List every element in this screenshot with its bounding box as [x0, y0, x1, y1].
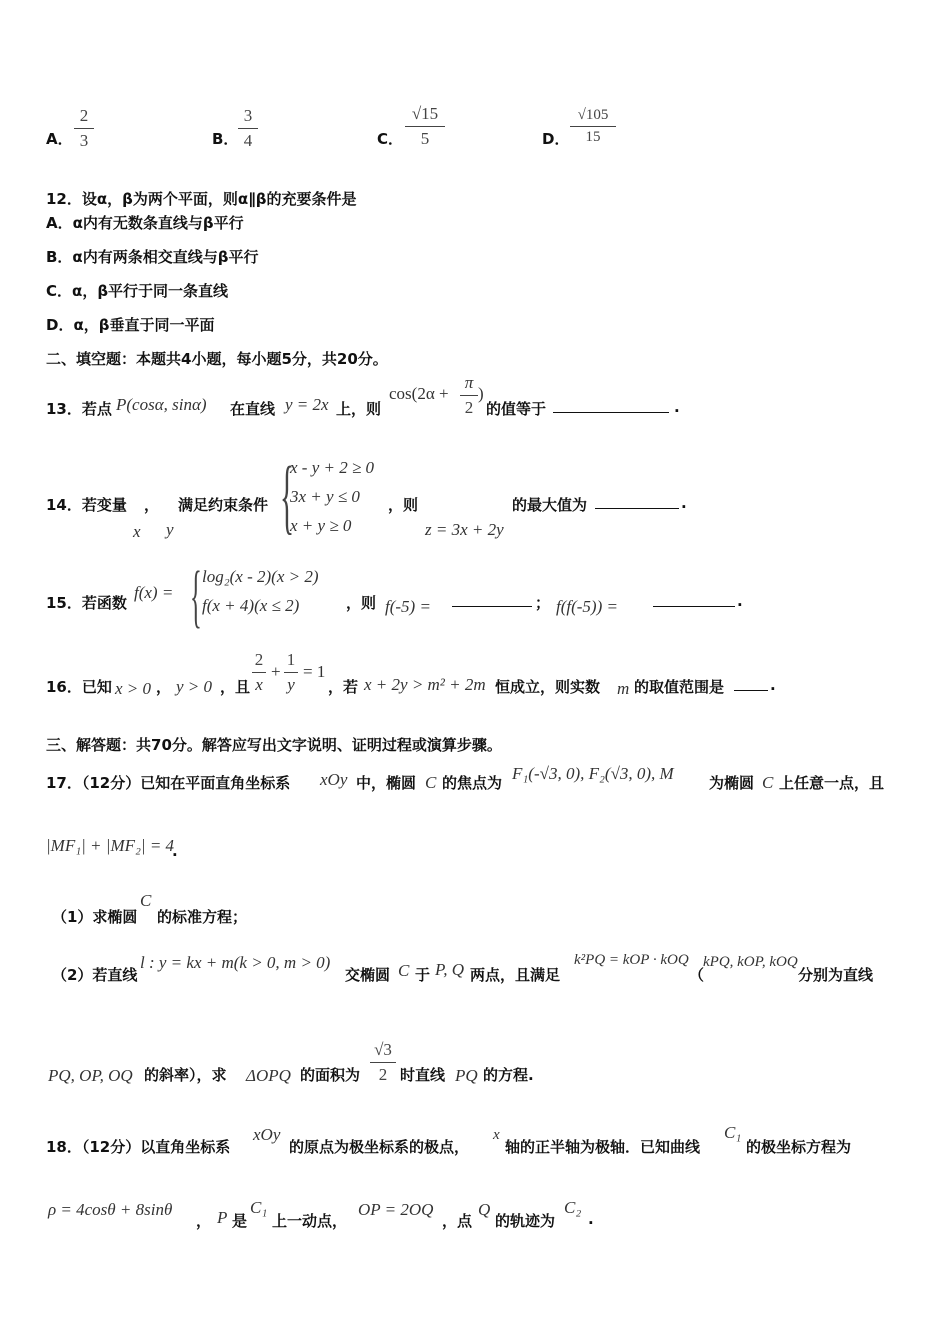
q14-constraint-3: x + y ≥ 0 [290, 516, 352, 535]
q18-x: x [493, 1127, 500, 1143]
q17-mid3: 为椭圆 [709, 774, 755, 792]
q17-prefix: 17．（12分）已知在平面直角坐标系 [46, 774, 291, 792]
q17-lines: PQ, OP, OQ [48, 1066, 133, 1085]
q11-option-c-fraction: √15 5 [405, 104, 445, 149]
q15-answer-2-label: f(f(-5)) = [556, 597, 618, 616]
q17-part2-prefix: （2）若直线 [52, 966, 138, 984]
q14-var-y: y [166, 520, 174, 539]
q17-mid2: 的焦点为 [442, 774, 503, 792]
q13-post: 的值等于 [486, 400, 547, 418]
q11-option-d-letter: D． [542, 130, 570, 148]
q18-xoy: xOy [253, 1125, 281, 1144]
q17-condition: |MF₁| + |MF₂| = 4 [46, 836, 175, 855]
q15-then: ，则 [346, 594, 377, 612]
q18-polar-equation: ρ = 4cosθ + 8sinθ [48, 1200, 173, 1219]
q18-mid: 的原点为极坐标系的极点， [289, 1138, 470, 1156]
q17-xoy: xOy [320, 770, 348, 789]
q18-comma: ， [196, 1212, 212, 1230]
q17-line3-post: 的方程. [483, 1066, 534, 1084]
q12-stem: 12．设α，β为两个平面，则α∥β的充要条件是 [46, 190, 357, 208]
q16-equals: = 1 [303, 662, 326, 681]
q14-objective: z = 3x + 2y [425, 520, 504, 539]
q12-option-c: C．α，β平行于同一条直线 [46, 282, 229, 300]
q17-foci: F₁(-√3, 0), F₂(√3, 0), M [512, 764, 674, 783]
q16-condition-x: x > 0 [115, 679, 152, 698]
q17-condition-end: . [172, 842, 178, 860]
q17-k-condition: k²PQ = kOP · kOQ [574, 952, 689, 968]
q17-paren: （ [689, 966, 705, 984]
q17-part1-prefix: （1）求椭圆 [52, 908, 138, 926]
q17-part1-post: 的标准方程； [157, 908, 248, 926]
q17-line: l : y = kx + m(k > 0, m > 0) [140, 953, 331, 972]
q15-prefix: 15．若函数 [46, 594, 127, 612]
q14-answer-blank [595, 494, 679, 509]
q16-inequality: x + 2y > m² + 2m [364, 675, 486, 694]
q15-case-1: log₂(x - 2)(x > 2) [202, 567, 319, 586]
q15-end: . [737, 592, 743, 610]
q15-left-brace: { [190, 558, 202, 635]
q17-line3-mid3: 时直线 [400, 1066, 446, 1084]
q18-q: Q [478, 1200, 491, 1219]
q17-mid4: 上任意一点，且 [779, 774, 885, 792]
q12-option-b: B．α内有两条相交直线与β平行 [46, 248, 259, 266]
q14-var-x: x [133, 522, 141, 541]
q18-line2-mid2: 上一动点， [272, 1212, 348, 1230]
q17-line3-mid: 的斜率），求 [144, 1066, 227, 1084]
q16-mid2: 恒成立，则实数 [495, 678, 601, 696]
q16-condition-y: y > 0 [176, 677, 213, 696]
q18-c1: C₁ [724, 1123, 742, 1142]
q18-end: . [588, 1210, 594, 1228]
q18-line2-mid: 是 [232, 1212, 248, 1230]
q13-answer-blank [553, 398, 669, 413]
q17-ellipse-c: C [425, 773, 437, 792]
q17-part1-c: C [140, 891, 152, 910]
q14-left-brace: { [280, 450, 295, 543]
q17-part2-c: C [398, 961, 410, 980]
q13-expr: cos(2α + [389, 384, 449, 403]
q17-points-pq: P, Q [435, 960, 464, 979]
q14-mid: 满足约束条件 [178, 496, 269, 514]
q18-op-equation: OP = 2OQ [358, 1200, 434, 1219]
q18-mid3: 的极坐标方程为 [746, 1138, 852, 1156]
q14-then: ，则 [388, 496, 419, 514]
q18-line2-mid3: ，点 [442, 1212, 473, 1230]
q16-comma: ， [156, 678, 172, 696]
q14-prefix: 14．若变量 [46, 496, 127, 514]
q16-mid: ，若 [328, 678, 359, 696]
q12-option-d: D．α，β垂直于同一平面 [46, 316, 215, 334]
q15-answer-1-label: f(-5) = [385, 597, 431, 616]
q13-point: P(cosα, sinα) [116, 395, 207, 414]
q17-mid: 中，椭圆 [356, 774, 417, 792]
q18-mid2: 轴的正半轴为极轴．已知曲线 [505, 1138, 701, 1156]
q15-answer-2-blank [653, 592, 735, 607]
q17-triangle: ΔOPQ [246, 1066, 291, 1085]
q14-end: . [681, 494, 687, 512]
q16-plus: + [271, 662, 281, 681]
q15-case-2: f(x + 4)(x ≤ 2) [202, 596, 300, 615]
q13-line: y = 2x [285, 395, 329, 414]
q16-fraction-1: 2 x [252, 650, 266, 695]
q13-prefix: 13．若点 [46, 400, 112, 418]
q17-part2-mid: 交椭圆 [345, 966, 391, 984]
q16-post: 的取值范围是 [634, 678, 725, 696]
q17-part2-mid2: 于 [415, 966, 431, 984]
q11-option-b-fraction: 3 4 [238, 106, 258, 151]
q16-answer-blank [734, 676, 768, 691]
q13-mid2: 上，则 [336, 400, 382, 418]
q18-line2-mid4: 的轨迹为 [495, 1212, 556, 1230]
q11-option-a-fraction: 2 3 [74, 106, 94, 151]
q18-prefix: 18．（12分）以直角坐标系 [46, 1138, 231, 1156]
q11-option-a-letter: A． [46, 130, 73, 148]
q16-var-m: m [617, 679, 630, 698]
q14-constraint-2: 3x + y ≤ 0 [290, 487, 360, 506]
q14-comma: ， [144, 496, 160, 514]
q17-part2-post: 分别为直线 [798, 966, 874, 984]
q17-k-list: kPQ, kOP, kOQ [703, 954, 798, 970]
q17-area-fraction: √3 2 [370, 1040, 396, 1085]
q15-fx: f(x) = [134, 583, 174, 602]
section-3-heading: 三、解答题：共70分。解答应写出文字说明、证明过程或演算步骤。 [46, 736, 502, 754]
section-2-heading: 二、填空题：本题共4小题，每小题5分，共20分。 [46, 350, 388, 368]
q14-constraint-1: x - y + 2 ≥ 0 [290, 458, 375, 477]
q16-end: . [770, 676, 776, 694]
q15-answer-1-blank [452, 592, 532, 607]
q16-fraction-2: 1 y [284, 650, 298, 695]
q13-mid: 在直线 [230, 400, 276, 418]
q17-pq: PQ [455, 1066, 478, 1085]
q17-line3-mid2: 的面积为 [300, 1066, 361, 1084]
q16-and: ，且 [220, 678, 251, 696]
q11-option-d-fraction: √105 15 [570, 107, 616, 146]
q18-c1-2: C₁ [250, 1198, 268, 1217]
q13-end: . [674, 398, 680, 416]
q17-part2-mid3: 两点，且满足 [470, 966, 561, 984]
q12-option-a: A．α内有无数条直线与β平行 [46, 214, 244, 232]
q16-prefix: 16．已知 [46, 678, 112, 696]
q15-sep: ； [535, 594, 551, 612]
q18-c2: C₂ [564, 1198, 582, 1217]
q13-fraction: π 2 [460, 373, 478, 418]
q11-option-c-letter: C． [377, 130, 404, 148]
q14-post: 的最大值为 [512, 496, 588, 514]
q11-option-b-letter: B． [212, 130, 239, 148]
q13-close: ) [478, 384, 484, 403]
q17-ellipse-c-2: C [762, 773, 774, 792]
q18-p: P [217, 1208, 228, 1227]
